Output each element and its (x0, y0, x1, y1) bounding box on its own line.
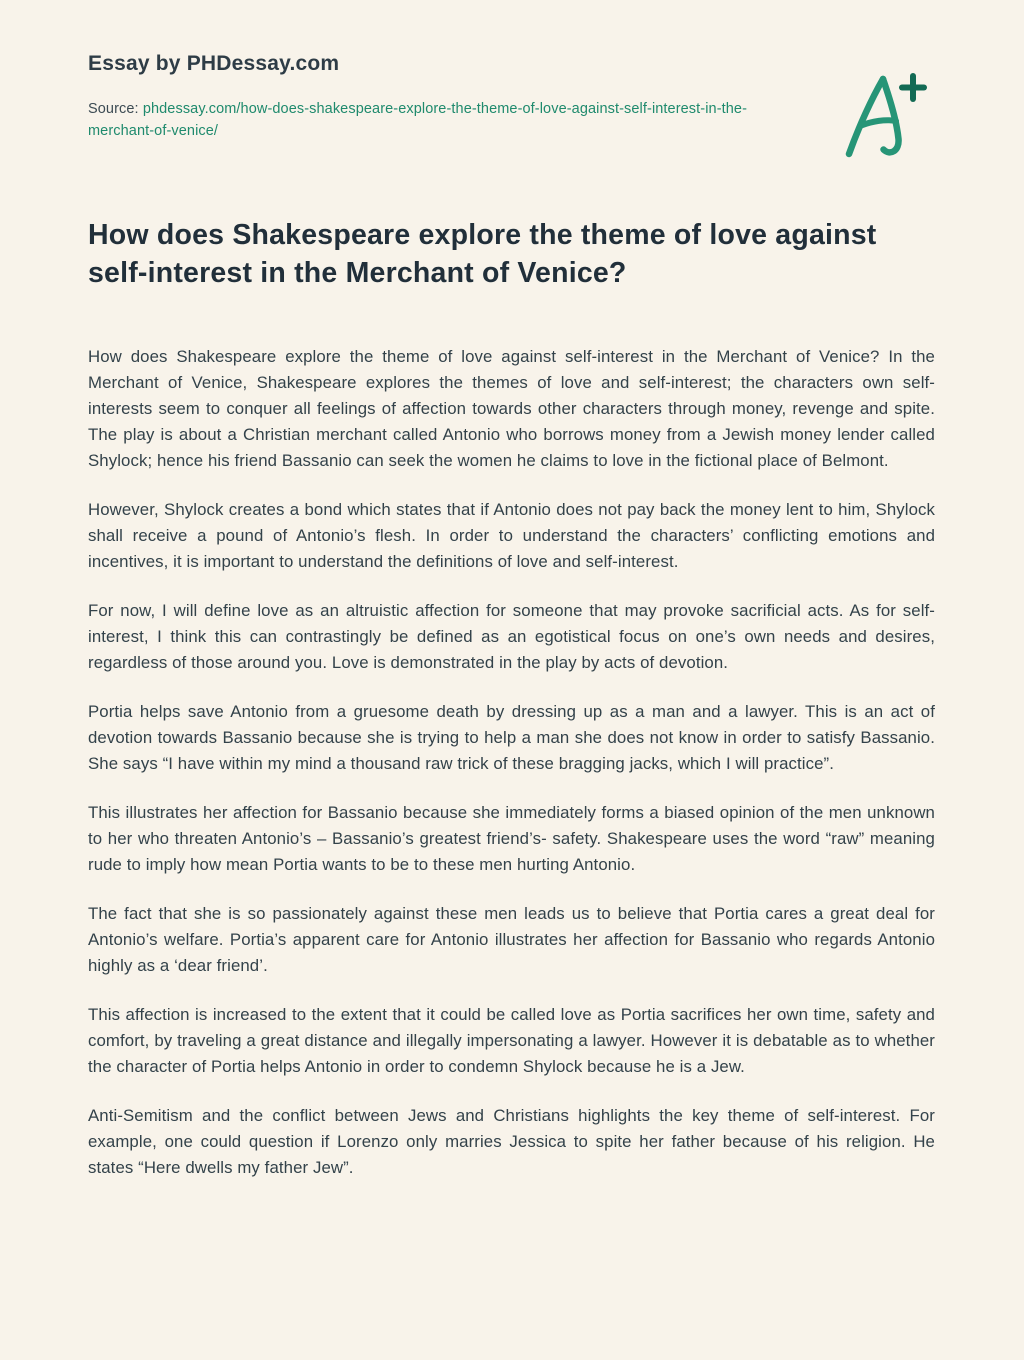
essay-paragraph: The fact that she is so passionately against these men leads us to believe that Portia cares a great deal for Antonio’s welfare. Portia’s apparent care for Antonio illustrates her affection for Bassanio who regards Antonio highly as a ‘dear friend’. (88, 904, 935, 975)
source-line (88, 98, 760, 142)
byline: Essay by PHDessay.com (88, 52, 340, 75)
phdessay-logo-icon (832, 66, 932, 166)
essay-body (88, 344, 935, 1181)
essay-paragraph: Portia helps save Antonio from a gruesome death by dressing up as a man and a lawyer. This is an act of devotion towards Bassanio because she is trying to help a man she does not know in order to satisfy Bassanio. She says “I have within my mind a thousand raw trick of these bragging jacks, which I will practice”. (88, 702, 935, 773)
page-header (88, 52, 935, 142)
source-url-link[interactable]: phdessay.com/how-does-shakespeare-explore-the-theme-of-love-against-self-interest-in-the-merchant-of-venice/ (88, 101, 748, 139)
essay-title: How does Shakespeare explore the theme of love against self-interest in the Merchant of Venice? (88, 219, 877, 289)
essay-paragraph: For now, I will define love as an altruistic affection for someone that may provoke sacrificial acts. As for self-interest, I think this can contrastingly be defined as an egotistical focus on one’s own needs and desires, regardless of those around you. Love is demonstrated in the play by acts of devotion. (88, 601, 935, 672)
essay-paragraph: This affection is increased to the extent that it could be called love as Portia sacrifices her own time, safety and comfort, by traveling a great distance and illegally impersonating a lawyer. However it is debatable as to whether the character of Portia helps Antonio in order to condemn Shylock because he is a Jew. (88, 1005, 935, 1076)
essay-paragraph: How does Shakespeare explore the theme of love against self-interest in the Merchant of Venice? In the Merchant of Venice, Shakespeare explores the themes of love and self-interest; the characters own self-interests seem to conquer all feelings of affection towards other characters through money, revenge and spite. The play is about a Christian merchant called Antonio who borrows money from a Jewish money lender called Shylock; hence his friend Bassanio can seek the women he claims to love in the fictional place of Belmont. (88, 347, 935, 470)
source-label: Source: (88, 101, 139, 117)
essay-paragraph: However, Shylock creates a bond which states that if Antonio does not pay back the money lent to him, Shylock shall receive a pound of Antonio’s flesh. In order to understand the characters’ conflicting emotions and incentives, it is important to understand the definitions of love and self-interest. (88, 500, 935, 571)
essay-paragraph: Anti-Semitism and the conflict between Jews and Christians highlights the key theme of self-interest. For example, one could question if Lorenzo only marries Jessica to spite her father because of his religion. He states “Here dwells my father Jew”. (88, 1106, 935, 1177)
essay-paragraph: This illustrates her affection for Bassanio because she immediately forms a biased opinion of the men unknown to her who threaten Antonio’s – Bassanio’s greatest friend’s- safety. Shakespeare uses the word “raw” meaning rude to imply how mean Portia wants to be to these men hurting Antonio. (88, 803, 935, 874)
